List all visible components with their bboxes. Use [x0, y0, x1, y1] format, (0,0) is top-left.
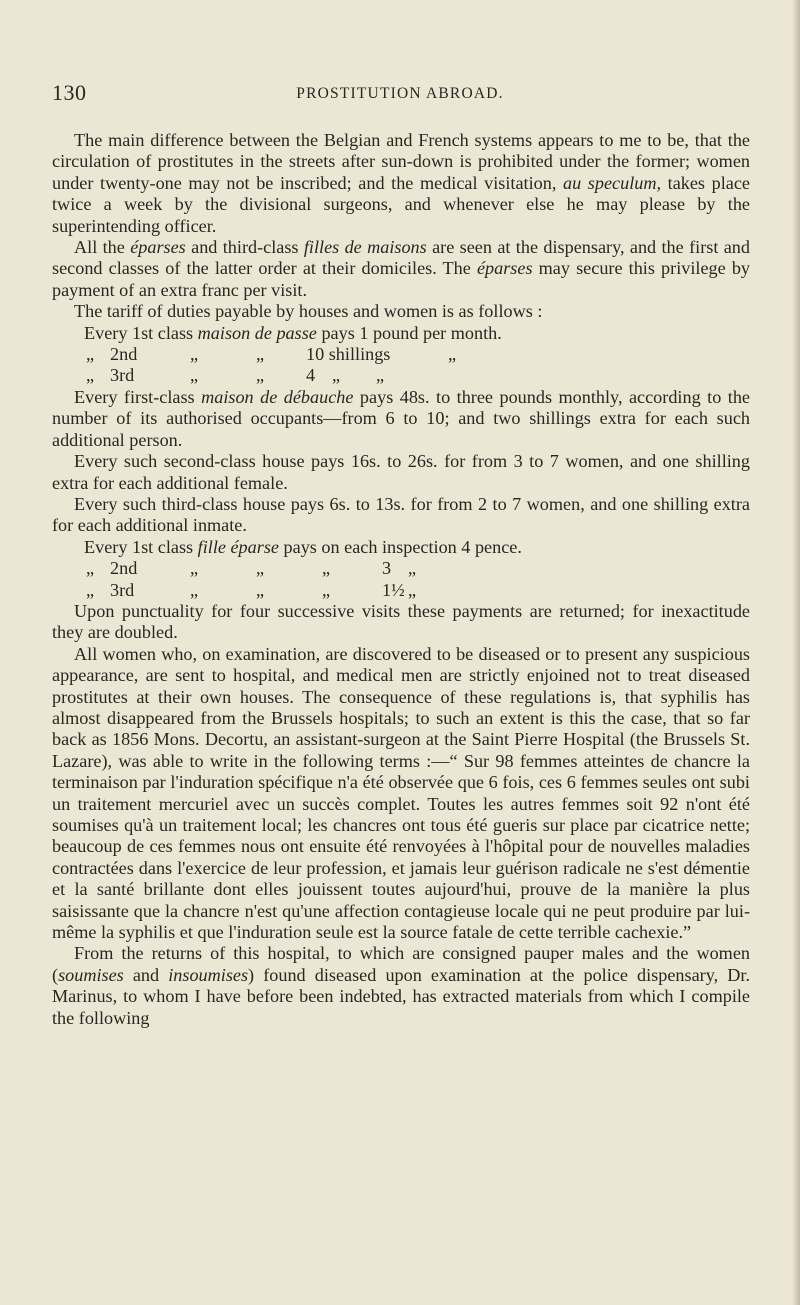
amount: 3 — [382, 558, 392, 579]
italic-text: insoumises — [168, 964, 249, 985]
ditto-mark: „ — [256, 365, 265, 386]
ditto-mark: „ — [332, 365, 341, 386]
ditto-mark: „ — [190, 579, 199, 600]
ditto-mark: „ — [190, 365, 199, 386]
ditto-mark: „ — [448, 344, 457, 365]
italic-text: fille éparse — [197, 536, 279, 557]
amount: 1½ — [382, 579, 405, 600]
paragraph — [52, 644, 750, 944]
ditto-mark: „ — [376, 365, 385, 386]
italic-text: soumises — [58, 964, 124, 985]
italic-text: maison de passe — [197, 322, 317, 343]
text: Every 1st class — [84, 536, 198, 557]
ditto-mark: „ — [86, 365, 95, 386]
tariff-row — [52, 365, 750, 386]
ditto-mark: „ — [322, 579, 331, 600]
paragraph — [52, 601, 750, 644]
page-number: 130 — [52, 80, 87, 105]
text: The main difference between the Belgian and French systems appears to me to be, that the circulation of prostitutes in the streets after sun-down is prohibited under the former; women under twenty-one may not be inscribed; and the medical visitation, — [52, 130, 750, 193]
paragraph — [52, 301, 750, 322]
paragraph — [52, 387, 750, 451]
paragraph — [52, 130, 750, 237]
class-label: 3rd — [110, 365, 135, 386]
text: From the returns of this hospital, to which are consigned pauper males and the women ( — [52, 943, 750, 985]
tariff-row — [52, 323, 750, 344]
tariff-row — [52, 558, 750, 579]
text: and third-class — [185, 237, 304, 258]
tariff-women — [52, 537, 750, 601]
ditto-mark: „ — [86, 579, 95, 600]
text: ) found diseased upon examination at the police dispensary, Dr. Marinus, to whom I have before been indebted, has extracted materials from which I compile the following — [52, 964, 750, 1028]
text: and — [123, 964, 169, 985]
class-label: 3rd — [110, 579, 135, 600]
text: Every 1st class — [84, 322, 198, 343]
ditto-mark: „ — [86, 558, 95, 579]
ditto-mark: „ — [256, 344, 265, 365]
amount: 4 — [306, 365, 316, 386]
text: Every first-class — [74, 386, 202, 407]
body-text — [52, 130, 750, 1029]
ditto-mark: „ — [408, 558, 417, 579]
text: are seen at the dispensary, and the first and second classes of the latter order at their domiciles. The — [52, 237, 750, 279]
ditto-mark: „ — [190, 344, 199, 365]
class-label: 2nd — [110, 344, 138, 365]
paragraph — [52, 494, 750, 537]
text: Upon punctuality for four successive visits these payments are returned; for inexactitude they are doubled. — [52, 600, 750, 643]
paragraph — [52, 237, 750, 301]
text: takes place twice a week by the divisional surgeons, and whenever else he may please by the superintending officer. — [52, 172, 750, 236]
ditto-mark: „ — [256, 558, 265, 579]
text: pays 48s. to three pounds monthly, according to the number of its authorised occupants—from 6 to 10; and two shillings extra for each such additional person. — [52, 386, 750, 450]
italic-text: au speculum, — [563, 172, 662, 193]
paragraph — [52, 451, 750, 494]
text: All the — [74, 237, 131, 258]
tariff-row — [52, 580, 750, 601]
ditto-mark: „ — [190, 558, 199, 579]
text: may secure this privilege by payment of an extra franc per visit. — [52, 258, 751, 300]
text: Every such third-class house pays 6s. to 13s. for from 2 to 7 women, and one shilling extra for each additional inmate. — [52, 493, 750, 536]
text: All women who, on examination, are discovered to be diseased or to present any suspicious appearance, are sent to hospital, and medical men are strictly enjoined not to treat diseased prostitutes at their own houses. The consequence of these regulations is, that syphilis has almost disappeared from the Brussels hospitals; to such an extent is this the case, that so far back as 1856 Mons. Decortu, an assistant-surgeon at the Saint Pierre Hospital (the Brussels St. Lazare), was able to write in the following terms :—“ Sur 98 femmes atteintes de chancre la terminaison par l'induration spécifique n'a été observée que 6 fois, ces 6 femmes seules ont subi un traitement mercuriel avec un succès complet. Toutes les autres femmes soit 92 n'ont été soumises qu'à un traitement local; les chancres ont tous été gueris sur place par cicatrice nette; beaucoup de ces femmes nous ont ensuite été renvoyées à l'hôpital pour de nouvelles maladies contractées dans l'exercice de leur profession, et jamais leur guérison radicale ne s'est démentie et la santé brillante dont elles jouissent toutes aujourd'hui, prouve de la manière la plus saisissante que la chancre n'est qu'une affection contagieuse locale qui ne peut produire par lui-même la syphilis et que l'induration seule est la source fatale de cette terrible cachexie.” — [52, 643, 750, 943]
running-title: PROSTITUTION ABROAD. — [296, 85, 504, 102]
tariff-row — [52, 537, 750, 558]
text: pays on each inspection 4 pence. — [278, 536, 522, 557]
ditto-mark: „ — [256, 579, 265, 600]
italic-text: éparses — [476, 258, 533, 279]
paragraph — [52, 943, 750, 1029]
class-label: 2nd — [110, 558, 138, 579]
italic-text: maison de débauche — [201, 386, 354, 407]
tariff-row — [52, 344, 750, 365]
italic-text: filles de maisons — [303, 237, 427, 258]
ditto-mark: „ — [408, 579, 417, 600]
ditto-mark: „ — [322, 558, 331, 579]
tariff-houses — [52, 323, 750, 387]
page-edge-shadow — [792, 0, 800, 1305]
italic-text: éparses — [130, 237, 186, 258]
text: pays 1 pound per month. — [316, 322, 502, 343]
page-header — [0, 80, 800, 110]
text: Every such second-class house pays 16s. to 26s. for from 3 to 7 women, and one shilling extra for each additional female. — [52, 451, 750, 493]
ditto-mark: „ — [86, 344, 95, 365]
amount: 10 shillings — [306, 344, 391, 365]
text: The tariff of duties payable by houses and women is as follows : — [74, 301, 543, 322]
